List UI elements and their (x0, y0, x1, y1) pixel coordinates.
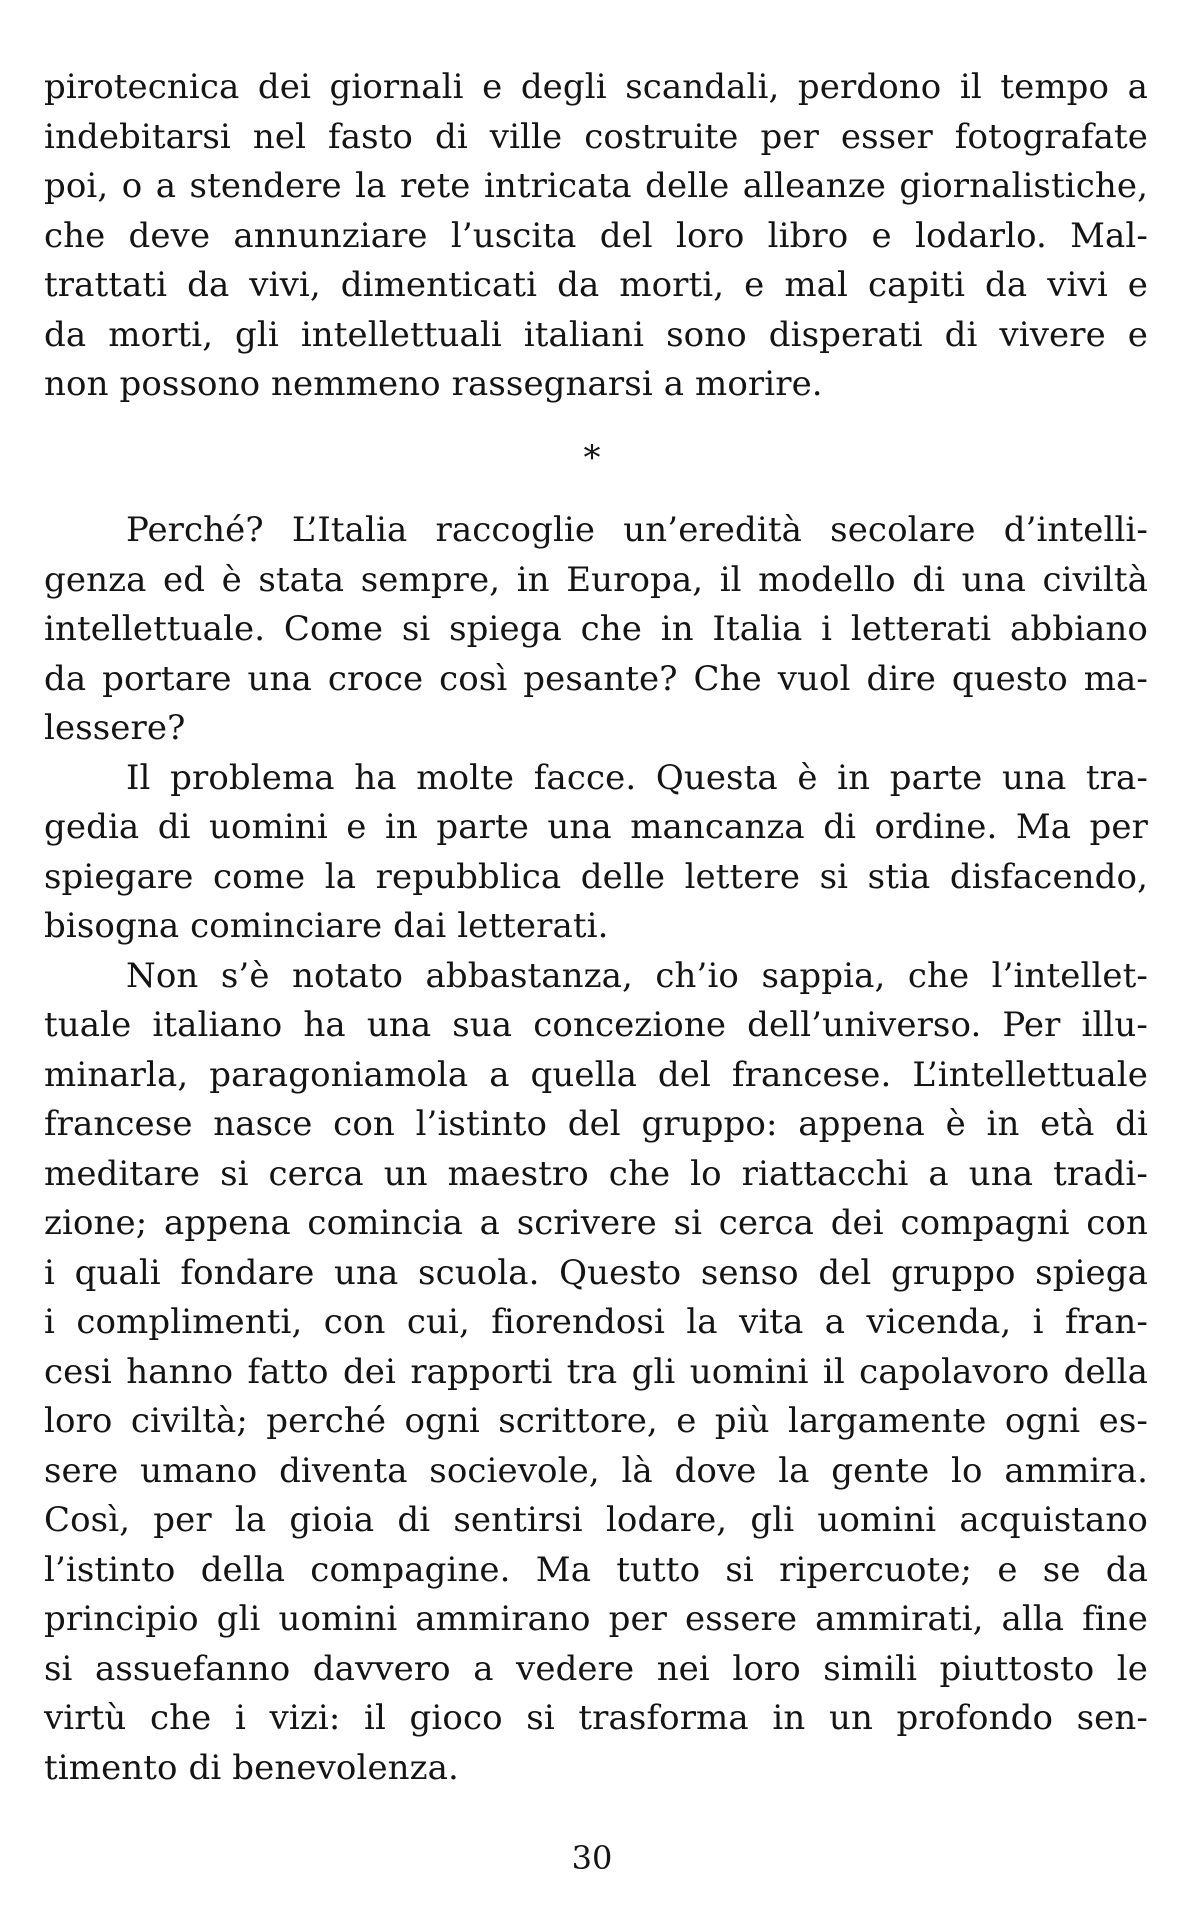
text-line: sere umano diventa socievole, là dove la gente lo ammira. (44, 1450, 1148, 1491)
text-line: intellettuale. Come si spiega che in Italia i letterati abbiano (44, 609, 1148, 649)
text-line: principio gli uomini ammirano per essere ammirati, alla fine (44, 1599, 1148, 1639)
text-line: minarla, paragoniamola a quella del francese. L’intellettuale (44, 1054, 1148, 1095)
section-separator-asterisk: * (583, 438, 601, 478)
text-line: non possono nemmeno rassegnarsi a morire. (44, 364, 823, 404)
text-line: da morti, gli intellettuali italiani sono disperati di vivere e (44, 314, 1148, 355)
text-line: Perché? L’Italia raccoglie un’eredità secolare d’intelli- (126, 510, 1148, 550)
text-line: i quali fondare una scuola. Questo senso del gruppo spiega (44, 1252, 1148, 1293)
text-line: trattati da vivi, dimenticati da morti, e mal capiti da vivi e (44, 265, 1148, 305)
text-line: Così, per la gioia di sentirsi lodare, gli uomini acquistano (44, 1500, 1148, 1540)
text-line: Il problema ha molte facce. Questa è in parte una tra- (126, 757, 1148, 798)
text-line: Non s’è notato abbastanza, ch’io sappia, che l’intellet- (126, 955, 1148, 996)
text-line: lessere? (44, 708, 186, 748)
text-line: cesi hanno fatto dei rapporti tra gli uomini il capolavoro della (44, 1351, 1148, 1392)
text-line: genza ed è stata sempre, in Europa, il modello di una civiltà (44, 559, 1148, 600)
text-line: pirotecnica dei giornali e degli scandali, perdono il tempo a (44, 67, 1148, 107)
text-line: timento di benevolenza. (44, 1747, 459, 1788)
text-line: virtù che i vizi: il gioco si trasforma in un profondo sen- (44, 1698, 1148, 1738)
text-line: poi, o a stendere la rete intricata delle alleanze giornalistiche, (44, 166, 1148, 206)
text-line: tuale italiano ha una sua concezione dell’universo. Per illu- (44, 1005, 1148, 1045)
text-line: francese nasce con l’istinto del gruppo: appena è in età di (44, 1104, 1148, 1144)
text-line: bisogna cominciare dai letterati. (44, 906, 609, 946)
text-line: loro civiltà; perché ogni scrittore, e più largamente ogni es- (44, 1401, 1148, 1441)
text-line: che deve annunziare l’uscita del loro libro e lodarlo. Mal- (44, 215, 1148, 256)
body-text (44, 506, 1148, 1793)
page-number: 30 (571, 1839, 613, 1877)
text-line: l’istinto della compagine. Ma tutto si ripercuote; e se da (44, 1549, 1148, 1590)
text-line: si assuefanno davvero a vedere nei loro simili piuttosto le (44, 1648, 1148, 1689)
text-line: zione; appena comincia a scrivere si cerca dei compagni con (44, 1203, 1148, 1243)
text-line: indebitarsi nel fasto di ville costruite per esser fotografate (44, 116, 1148, 157)
text-line: spiegare come la repubblica delle lettere si stia disfacendo, (44, 856, 1148, 897)
text-line: meditare si cerca un maestro che lo riattacchi a una tradi- (44, 1153, 1148, 1194)
text-line: da portare una croce così pesante? Che vuol dire questo ma- (44, 658, 1148, 699)
text-line: i complimenti, con cui, fiorendosi la vita a vicenda, i fran- (44, 1302, 1148, 1342)
text-line: gedia di uomini e in parte una mancanza di ordine. Ma per (44, 807, 1148, 847)
paragraph-continued (44, 63, 1148, 410)
